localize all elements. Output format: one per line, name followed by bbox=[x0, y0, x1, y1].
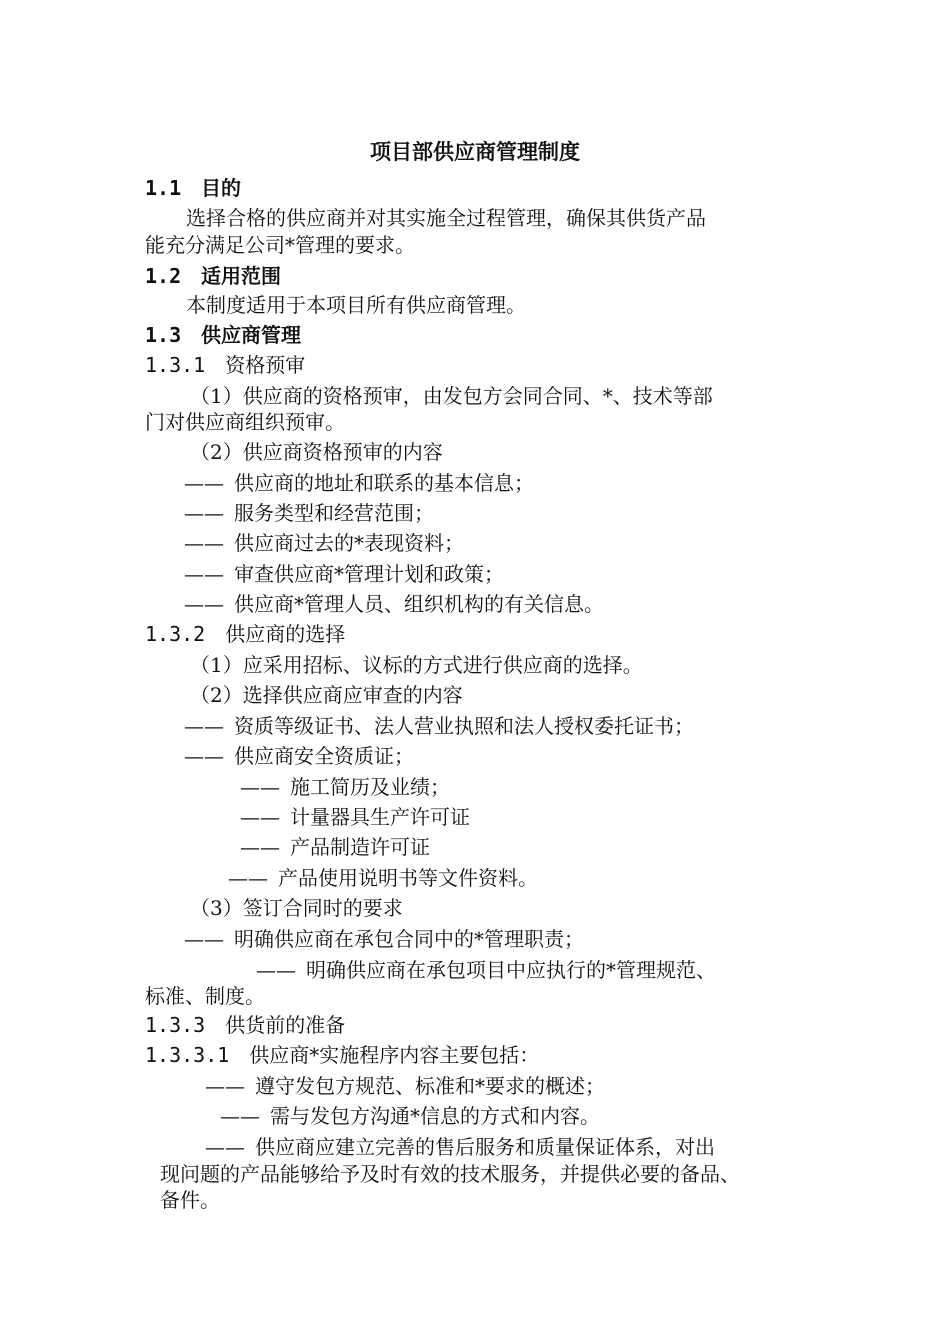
dash-marker: —— bbox=[240, 835, 280, 859]
paragraph-line: 能充分满足公司*管理的要求。 bbox=[145, 233, 415, 257]
list-item bbox=[240, 803, 470, 831]
dash-marker: —— bbox=[220, 1104, 260, 1128]
dash-marker: —— bbox=[184, 531, 224, 555]
list-item-text: 计量器具生产许可证 bbox=[290, 805, 470, 829]
dash-marker: —— bbox=[184, 927, 224, 951]
list-item bbox=[184, 499, 434, 527]
list-item-text: 遵守发包方规范、标准和*要求的概述； bbox=[255, 1074, 605, 1098]
subsection-heading-1-3-3 bbox=[145, 1011, 345, 1039]
document-title: 项目部供应商管理制度 bbox=[370, 140, 580, 164]
subsection-title: 供应商*实施程序内容主要包括： bbox=[249, 1043, 540, 1067]
subsection-title: 供应商的选择 bbox=[225, 622, 346, 646]
paragraph-line: （3）签订合同时的要求 bbox=[190, 896, 403, 920]
subsection-number: 1.3.3 bbox=[145, 1013, 206, 1037]
list-item-text: 需与发包方沟通*信息的方式和内容。 bbox=[270, 1104, 600, 1128]
list-item-text: 供应商安全资质证； bbox=[234, 744, 414, 768]
list-item-text: 供应商*管理人员、组织机构的有关信息。 bbox=[234, 592, 604, 616]
subsection-title: 资格预审 bbox=[225, 353, 306, 377]
dash-marker: —— bbox=[184, 744, 224, 768]
dash-marker: —— bbox=[228, 866, 268, 890]
list-item bbox=[184, 560, 504, 588]
section-title: 适用范围 bbox=[201, 264, 281, 288]
list-item-text: 供应商的地址和联系的基本信息； bbox=[234, 471, 534, 495]
dash-marker: —— bbox=[205, 1135, 245, 1159]
section-number: 1.1 bbox=[145, 176, 182, 200]
dash-marker: —— bbox=[205, 1074, 245, 1098]
list-item-text: 明确供应商在承包项目中应执行的*管理规范、 bbox=[306, 958, 716, 982]
subsection-number: 1.3.3.1 bbox=[145, 1043, 230, 1067]
paragraph-line: 选择合格的供应商并对其实施全过程管理，确保其供货产品 bbox=[186, 206, 706, 230]
section-title: 供应商管理 bbox=[201, 323, 301, 347]
dash-marker: —— bbox=[240, 775, 280, 799]
list-item-text: 资质等级证书、法人营业执照和法人授权委托证书； bbox=[234, 714, 694, 738]
dash-marker: —— bbox=[184, 501, 224, 525]
section-heading-1-3 bbox=[145, 321, 301, 349]
section-number: 1.2 bbox=[145, 264, 182, 288]
list-item bbox=[184, 590, 604, 618]
list-item-text: 施工简历及业绩； bbox=[290, 775, 450, 799]
section-heading-1-2 bbox=[145, 262, 281, 290]
dash-marker: —— bbox=[256, 958, 296, 982]
paragraph-line: （2）供应商资格预审的内容 bbox=[190, 440, 443, 464]
list-item-text: 服务类型和经营范围； bbox=[234, 501, 434, 525]
dash-marker: —— bbox=[184, 471, 224, 495]
subsection-title: 供货前的准备 bbox=[225, 1013, 346, 1037]
paragraph-line: 标准、制度。 bbox=[145, 984, 265, 1008]
list-item bbox=[184, 469, 534, 497]
paragraph-line: （2）选择供应商应审查的内容 bbox=[190, 683, 463, 707]
list-item bbox=[184, 742, 414, 770]
subsection-number: 1.3.1 bbox=[145, 353, 206, 377]
paragraph-line: （1）应采用招标、议标的方式进行供应商的选择。 bbox=[190, 653, 643, 677]
paragraph-line: 备件。 bbox=[160, 1188, 220, 1212]
list-item bbox=[240, 773, 450, 801]
paragraph-line: 现问题的产品能够给予及时有效的技术服务，并提供必要的备品、 bbox=[160, 1162, 740, 1186]
paragraph-line: 本制度适用于本项目所有供应商管理。 bbox=[186, 293, 526, 317]
section-title: 目的 bbox=[201, 176, 241, 200]
list-item bbox=[184, 925, 584, 953]
dash-marker: —— bbox=[240, 805, 280, 829]
section-number: 1.3 bbox=[145, 323, 182, 347]
subsection-number: 1.3.2 bbox=[145, 622, 206, 646]
dash-marker: —— bbox=[184, 714, 224, 738]
list-item-text: 供应商应建立完善的售后服务和质量保证体系，对出 bbox=[255, 1135, 715, 1159]
list-item bbox=[256, 956, 716, 984]
list-item bbox=[240, 833, 430, 861]
dash-marker: —— bbox=[184, 592, 224, 616]
subsection-heading-1-3-3-1 bbox=[145, 1041, 539, 1069]
list-item bbox=[220, 1102, 600, 1130]
paragraph-line: （1）供应商的资格预审，由发包方会同合同、*、技术等部 bbox=[190, 384, 713, 408]
list-item bbox=[184, 529, 464, 557]
list-item bbox=[184, 712, 694, 740]
section-heading-1-1 bbox=[145, 174, 241, 202]
list-item bbox=[228, 864, 538, 892]
subsection-heading-1-3-1 bbox=[145, 351, 305, 379]
list-item-text: 审查供应商*管理计划和政策； bbox=[234, 562, 504, 586]
list-item-text: 明确供应商在承包合同中的*管理职责； bbox=[234, 927, 584, 951]
list-item-text: 供应商过去的*表现资料； bbox=[234, 531, 464, 555]
list-item-text: 产品制造许可证 bbox=[290, 835, 430, 859]
list-item bbox=[205, 1072, 605, 1100]
subsection-heading-1-3-2 bbox=[145, 620, 345, 648]
list-item-text: 产品使用说明书等文件资料。 bbox=[278, 866, 538, 890]
dash-marker: —— bbox=[184, 562, 224, 586]
paragraph-line: 门对供应商组织预审。 bbox=[145, 410, 345, 434]
list-item bbox=[205, 1133, 715, 1161]
